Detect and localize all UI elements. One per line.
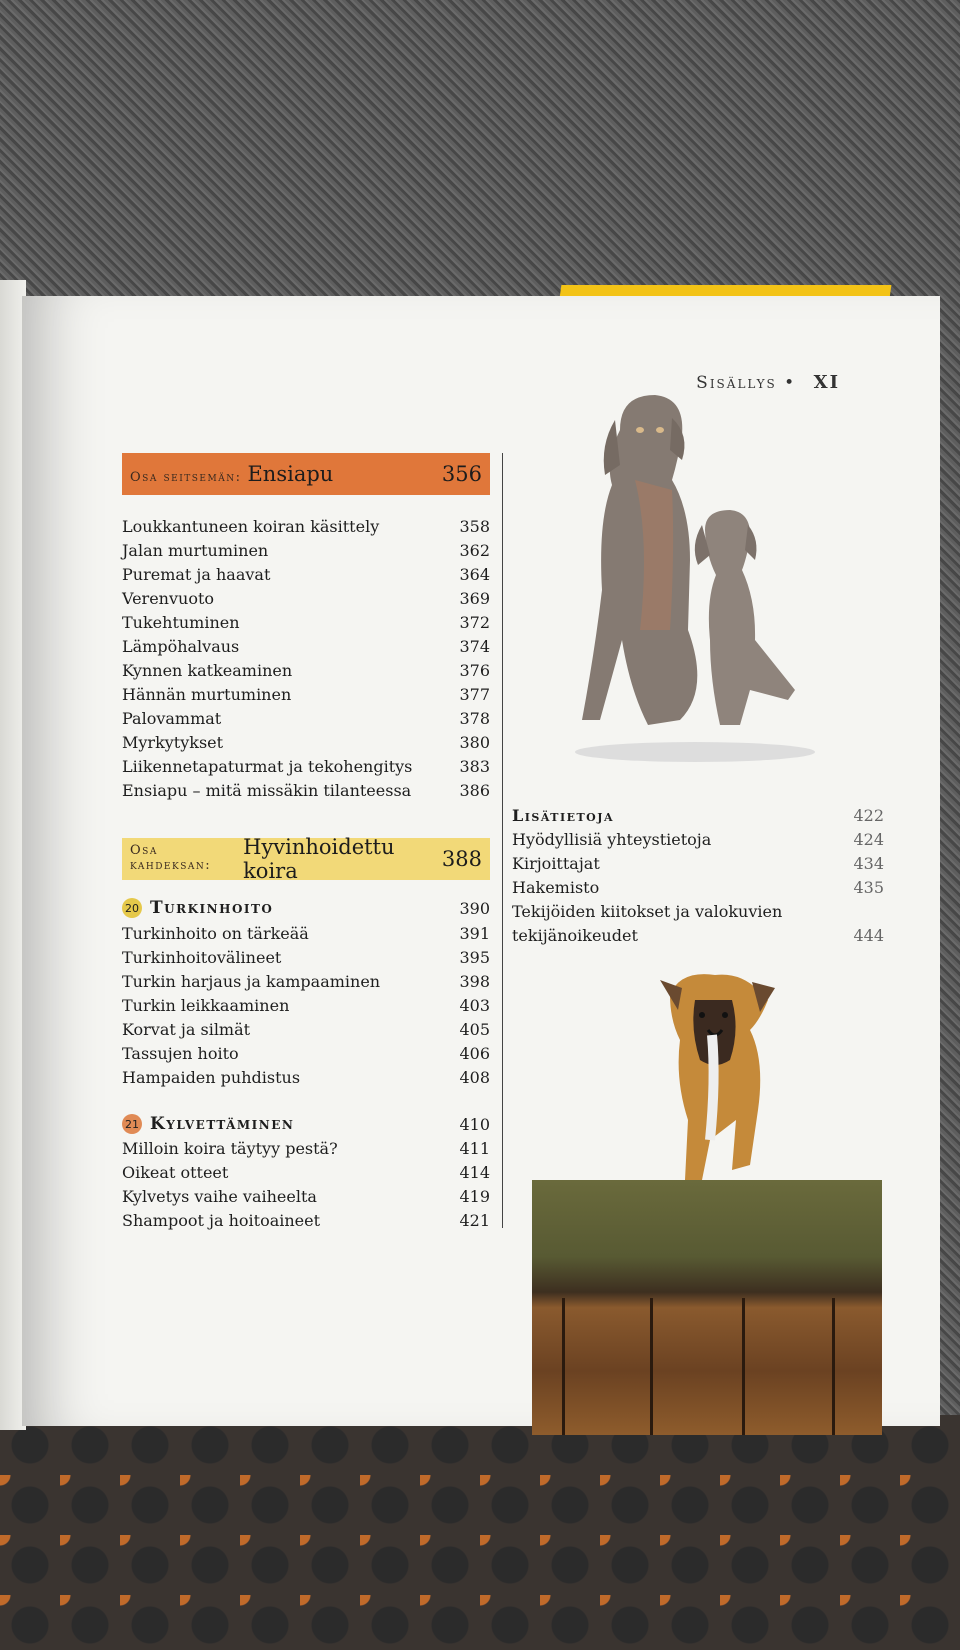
appendix-entry-title: Hakemisto [512, 878, 600, 897]
toc-entry-title: Turkinhoitovälineet [122, 948, 282, 967]
appendix-title: Lisätietoja [512, 806, 614, 825]
toc-entry-title: Liikennetapaturmat ja tekohengitys [122, 757, 413, 776]
fence-plank-gap [650, 1298, 653, 1435]
toc-entry-title: Ensiapu – mitä missäkin tilanteessa [122, 781, 412, 800]
fence-plank-gap [742, 1298, 745, 1435]
appendix-entry-title: Tekijöiden kiitokset ja valokuvien [512, 902, 783, 921]
toc-entry-page: 395 [459, 948, 490, 967]
part-seven-label: Osa seitsemän: [130, 470, 242, 485]
toc-entry [122, 1209, 490, 1233]
toc-entry [122, 779, 490, 803]
toc-entry-title: Turkinhoito on tärkeää [122, 924, 309, 943]
appendix-entry [512, 900, 884, 924]
toc-entry-page: 411 [459, 1139, 490, 1158]
toc-entry-page: 374 [459, 637, 490, 656]
toc-entry [122, 635, 490, 659]
toc-entry [122, 755, 490, 779]
appendix-page: 422 [853, 806, 884, 825]
toc-entry-title: Hampaiden puhdistus [122, 1068, 301, 1087]
appendix-entry [512, 828, 884, 852]
toc-entry-title: Korvat ja silmät [122, 1020, 251, 1039]
chapter-20-list [122, 922, 490, 1090]
appendix-entry-page: 444 [853, 926, 884, 945]
toc-entry-title: Kynnen katkeaminen [122, 661, 293, 680]
weimaraner-dogs-photo [560, 390, 830, 770]
part-seven-title: Ensiapu [247, 462, 334, 486]
wooden-fence-photo [532, 1180, 882, 1435]
toc-entry [122, 1066, 490, 1090]
appendix-entry [512, 876, 884, 900]
toc-entry [122, 683, 490, 707]
running-head-section: Sisällys [696, 373, 777, 393]
boxer-dog-photo [640, 970, 800, 1185]
fence-plank-gap [832, 1298, 835, 1435]
toc-entry-page: 380 [459, 733, 490, 752]
toc-entry-page: 358 [459, 517, 490, 536]
toc-entry-title: Tukehtuminen [122, 613, 240, 632]
appendix-heading [512, 804, 884, 828]
toc-entry-title: Myrkytykset [122, 733, 224, 752]
part-eight-title: Hyvinhoidettu koira [243, 835, 395, 883]
toc-entry [122, 563, 490, 587]
part-eight-header [122, 835, 490, 883]
appendix-section [512, 804, 884, 948]
toc-entry-title: Hännän murtuminen [122, 685, 292, 704]
appendix-entry-title: Kirjoittajat [512, 854, 600, 873]
toc-entry-page: 403 [459, 996, 490, 1015]
appendix-entry [512, 924, 884, 948]
toc-entry-page: 372 [459, 613, 490, 632]
running-head-page: XI [813, 372, 840, 393]
toc-entry [122, 707, 490, 731]
column-divider [502, 453, 503, 1228]
toc-entry-page: 362 [459, 541, 490, 560]
toc-entry-page: 406 [459, 1044, 490, 1063]
chapter-20-page: 390 [459, 898, 490, 918]
chapter-20-heading [122, 895, 490, 921]
appendix-entry-page: 435 [853, 878, 884, 897]
toc-entry-title: Shampoot ja hoitoaineet [122, 1211, 321, 1230]
toc-entry-title: Turkin leikkaaminen [122, 996, 290, 1015]
toc-entry [122, 1137, 490, 1161]
chapter-21-badge: 21 [122, 1114, 142, 1134]
toc-entry-title: Oikeat otteet [122, 1163, 229, 1182]
part-eight-label: Osa kahdeksan: [130, 843, 212, 873]
toc-entry-page: 414 [459, 1163, 490, 1182]
toc-entry [122, 587, 490, 611]
appendix-entry [512, 852, 884, 876]
toc-entry-title: Jalan murtuminen [122, 541, 269, 560]
part-seven-page: 356 [441, 462, 482, 486]
toc-entry-page: 383 [459, 757, 490, 776]
toc-entry-title: Tassujen hoito [122, 1044, 239, 1063]
toc-entry-title: Loukkantuneen koiran käsittely [122, 517, 380, 536]
appendix-entry-page: 424 [853, 830, 884, 849]
toc-entry [122, 611, 490, 635]
chapter-21-page: 410 [459, 1114, 490, 1134]
toc-entry [122, 1018, 490, 1042]
toc-entry-page: 419 [459, 1187, 490, 1206]
toc-entry-page: 421 [459, 1211, 490, 1230]
toc-entry-page: 377 [459, 685, 490, 704]
part-seven-list [122, 515, 490, 803]
toc-entry-page: 378 [459, 709, 490, 728]
toc-entry [122, 946, 490, 970]
toc-entry [122, 515, 490, 539]
background-fabric-bottom [0, 1415, 960, 1650]
toc-entry-page: 386 [459, 781, 490, 800]
toc-entry [122, 922, 490, 946]
toc-entry [122, 994, 490, 1018]
toc-entry-page: 369 [459, 589, 490, 608]
toc-entry-title: Kylvetys vaihe vaiheelta [122, 1187, 317, 1206]
chapter-21-title: Kylvettäminen [150, 1114, 295, 1134]
toc-entry-page: 398 [459, 972, 490, 991]
toc-entry [122, 970, 490, 994]
toc-entry [122, 1042, 490, 1066]
appendix-entry-title: Hyödyllisiä yhteystietoja [512, 830, 712, 849]
chapter-21-heading [122, 1111, 490, 1137]
toc-entry-title: Milloin koira täytyy pestä? [122, 1139, 338, 1158]
toc-entry-page: 405 [459, 1020, 490, 1039]
appendix-entry-page: 434 [853, 854, 884, 873]
toc-entry [122, 1161, 490, 1185]
fence-plank-gap [562, 1298, 565, 1435]
toc-entry-title: Turkin harjaus ja kampaaminen [122, 972, 381, 991]
chapter-20-badge: 20 [122, 898, 142, 918]
part-eight-page: 388 [441, 847, 482, 871]
bullet: • [784, 373, 804, 393]
chapter-21-list [122, 1137, 490, 1233]
toc-entry-title: Lämpöhalvaus [122, 637, 240, 656]
toc-entry [122, 731, 490, 755]
toc-entry-page: 408 [459, 1068, 490, 1087]
toc-entry [122, 539, 490, 563]
toc-entry-page: 364 [459, 565, 490, 584]
toc-entry-page: 391 [459, 924, 490, 943]
toc-entry-title: Verenvuoto [122, 589, 215, 608]
toc-entry-title: Puremat ja haavat [122, 565, 271, 584]
appendix-list [512, 828, 884, 948]
toc-entry [122, 1185, 490, 1209]
appendix-entry-title: tekijänoikeudet [512, 926, 638, 945]
part-seven-header [122, 453, 490, 495]
chapter-20-title: Turkinhoito [150, 898, 274, 918]
toc-entry [122, 659, 490, 683]
toc-entry-title: Palovammat [122, 709, 222, 728]
toc-entry-page: 376 [459, 661, 490, 680]
